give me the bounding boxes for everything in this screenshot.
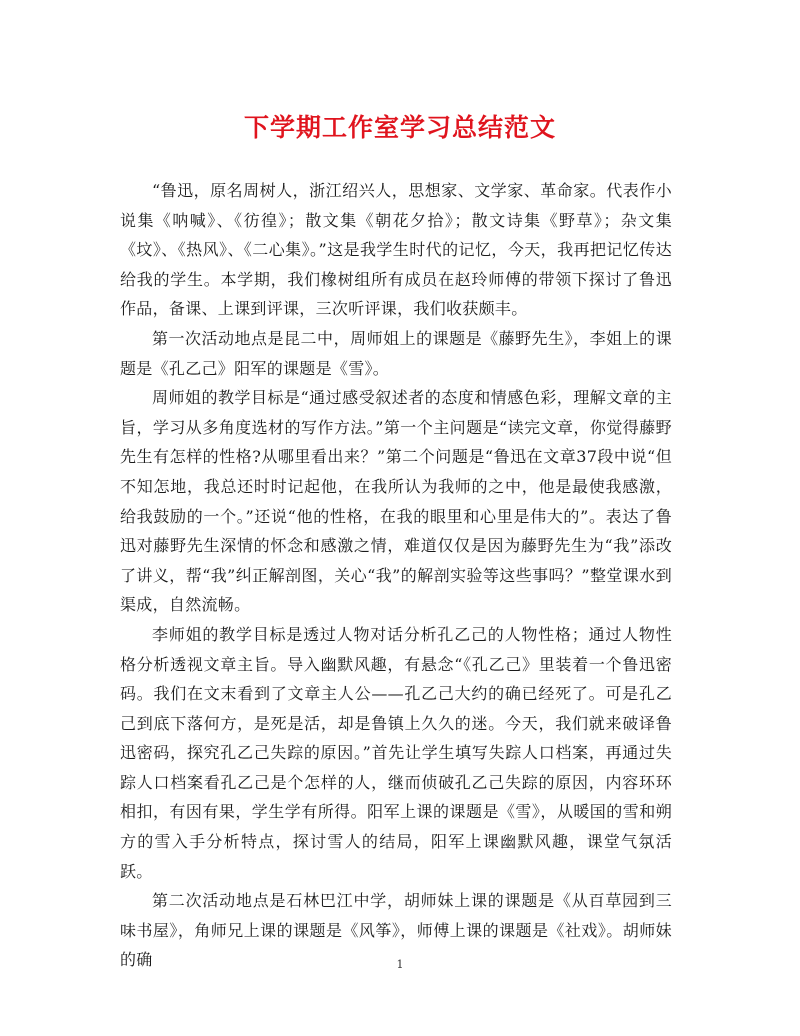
paragraph-zhou-teaching: 周师姐的教学目标是“通过感受叙述者的态度和情感色彩，理解文章的主旨，学习从多角度选材的写作方法。”第一个主问题是“读完文章，你觉得藤野先生有怎样的性格?从哪里看出来？”第二个问题是“鲁迅在文章37段中说“但不知怎地，我总还时时记起他，在我所认为我师的之中，他是最使我感激，给我鼓励的一个。”还说“他的性格，在我的眼里和心里是伟大的”。表达了鲁迅对藤野先生深情的怀念和感激之情，难道仅仅是因为藤野先生为“我”添改了讲义，帮“我”纠正解剖图，关心“我”的解剖实验等这些事吗？”整堂课水到渠成，自然流畅。 [120,388,672,615]
document-title: 下学期工作室学习总结范文 [243,113,556,142]
paragraph-first-activity: 第一次活动地点是昆二中，周师姐上的课题是《藤野先生》，李姐上的课题是《孔乙己》阳军的课题是《雪》。 [120,328,672,378]
page-number: 1 [396,958,404,971]
document-body [120,176,672,975]
paragraph-li-teaching: 李师姐的教学目标是透过人物对话分析孔乙己的人物性格；通过人物性格分析透视文章主旨。导入幽默风趣，有悬念“《孔乙己》里装着一个鲁迅密码。我们在文末看到了文章主人公——孔乙己大约的确已经死了。可是孔乙己到底下落何方，是死是活，却是鲁镇上久久的迷。今天，我们就来破译鲁迅密码，探究孔乙己失踪的原因。”首先让学生填写失踪人口档案，再通过失踪人口档案看孔乙己是个怎样的人，继而侦破孔乙己失踪的原因，内容环环相扣，有因有果，学生学有所得。阳军上课的课题是《雪》，从暖国的雪和朔方的雪入手分析特点，探讨雪人的结局，阳军上课幽默风趣，课堂气氛活跃。 [120,624,672,881]
paragraph-second-activity: 第二次活动地点是石林巴江中学，胡师妹上课的课题是《从百草园到三味书屋》，角师兄上课的课题是《风筝》，师傅上课的课题是《社戏》。胡师妹的确 [120,891,672,970]
paragraph-intro: “鲁迅，原名周树人，浙江绍兴人，思想家、文学家、革命家。代表作小说集《呐喊》、《彷徨》；散文集《朝花夕拾》；散文诗集《野草》；杂文集《坟》、《热风》、《二心集》。”这是我学生时代的记忆，今天，我再把记忆传达给我的学生。本学期，我们橡树组所有成员在赵玲师傅的带领下探讨了鲁迅作品，备课、上课到评课，三次听评课，我们收获颇丰。 [120,181,672,319]
